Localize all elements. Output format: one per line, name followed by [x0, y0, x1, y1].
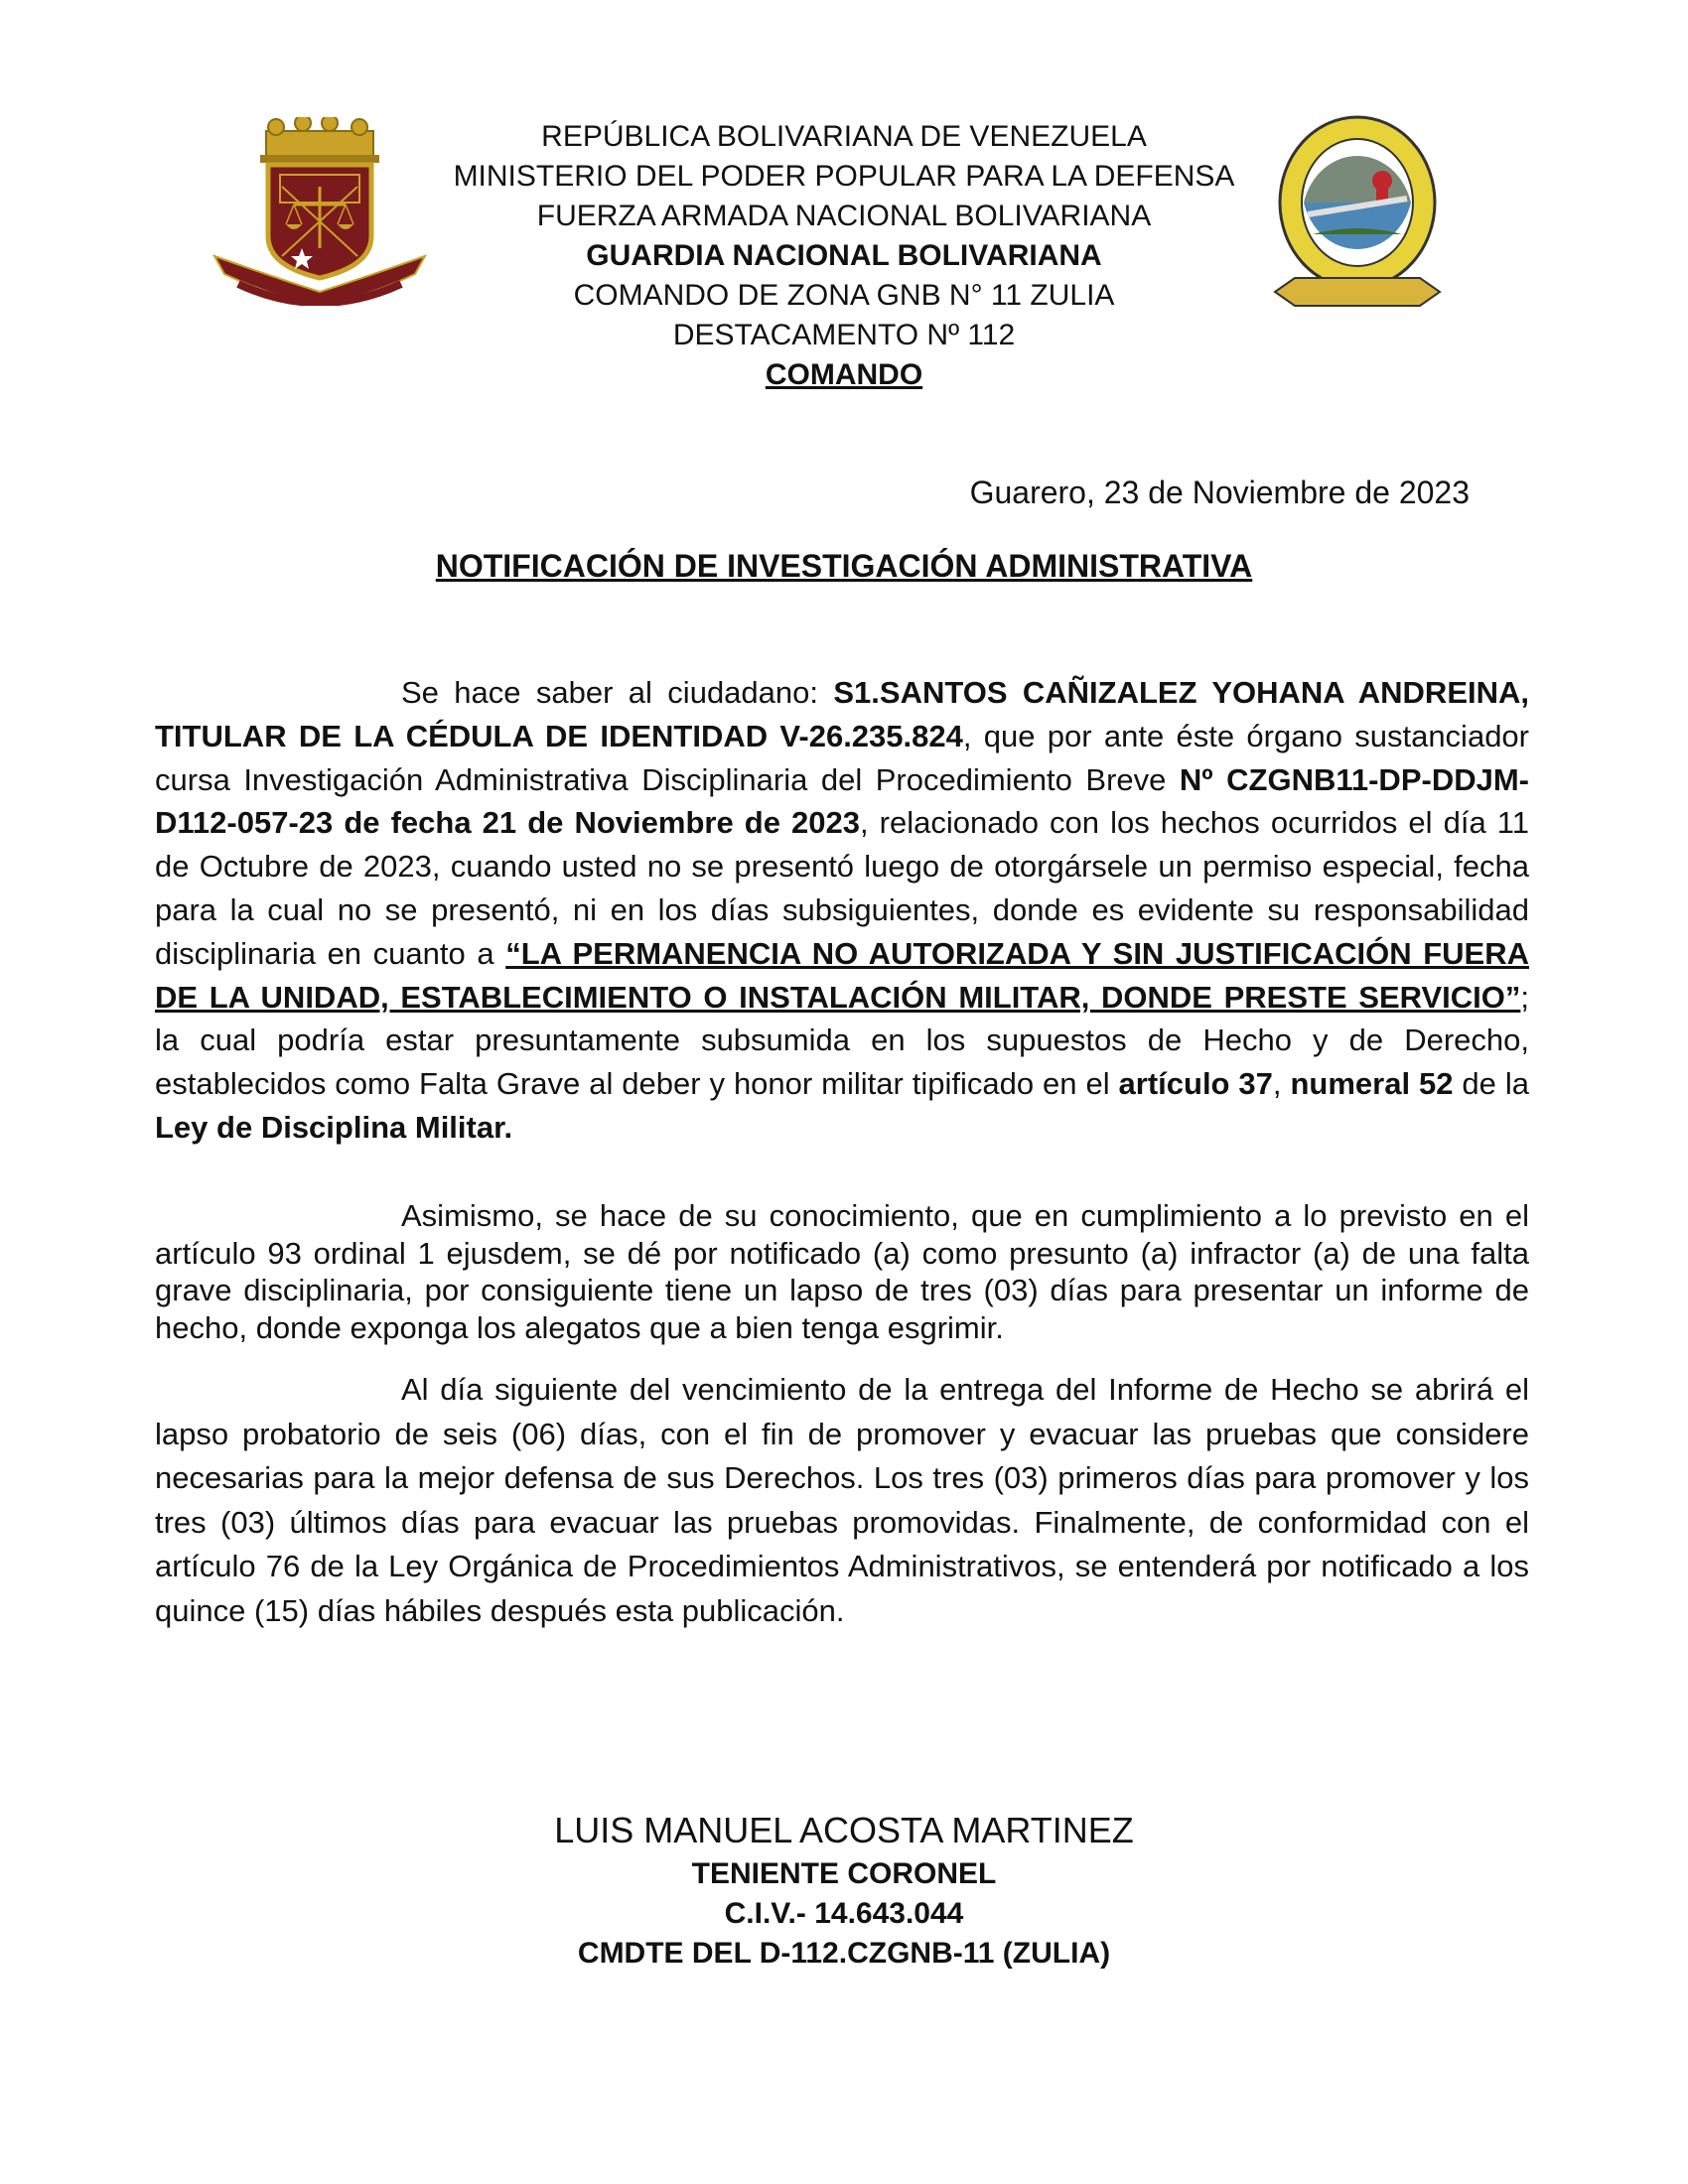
- guardia-nacional-coat-of-arms-icon: [211, 117, 429, 306]
- paragraph1-text-7: ; la cual podría estar presuntamente subsumida en los supuestos de Hecho y de Derecho, establecidos como Falta Grave al deber y honor militar tipificado en el: [155, 979, 1529, 1102]
- paragraph1-text-3: , que por ante éste órgano sustanciador cursa Investigación Administrativa Disciplinaria del Procedimiento Breve: [155, 718, 1529, 797]
- paragraph1-text-5: , relacionado con los hechos ocurridos el día 11 de Octubre de 2023, cuando usted no se presentó luego de otorgársele un permiso especial, fecha para la cual no se presentó, ni en los días subsiguientes, donde es evidente su responsabilidad disciplinaria en cuanto a: [155, 805, 1529, 971]
- header-republic: REPÚBLICA BOLIVARIANA DE VENEZUELA: [541, 120, 1147, 153]
- paragraph-notification: [155, 671, 1529, 1150]
- comando-de-zona-11-badge-icon: [1273, 111, 1442, 320]
- offense-description: “LA PERMANENCIA NO AUTORIZADA Y SIN JUSTIFICACIÓN FUERA DE LA UNIDAD, ESTABLECIMIENTO O INSTALACIÓN MILITAR, DONDE PRESTE SERVICIO”: [155, 935, 1529, 1015]
- header-ministry: MINISTERIO DEL PODER POPULAR PARA LA DEFENSA: [453, 160, 1235, 193]
- signer-rank: TENIENTE CORONEL: [691, 1857, 997, 1890]
- paragraph1-text-9: ,: [1272, 1066, 1291, 1102]
- header-detachment: DESTACAMENTO Nº 112: [672, 319, 1016, 351]
- paragraph1-text-1: Se hace saber al ciudadano:: [401, 675, 834, 710]
- document-date: Guarero, 23 de Noviembre de 2023: [969, 475, 1470, 510]
- header-zone-command: COMANDO DE ZONA GNB N° 11 ZULIA: [573, 279, 1115, 312]
- procedure-number: Nº CZGNB11-DP-DDJM-D112-057-23 de fecha 21 de Noviembre de 2023: [155, 761, 1529, 841]
- signature-block: [0, 1807, 1688, 1974]
- citizen-identity: S1.SANTOS CAÑIZALEZ YOHANA ANDREINA, TITULAR DE LA CÉDULA DE IDENTIDAD V-26.235.824: [155, 675, 1529, 753]
- numeral-reference: numeral 52: [1290, 1066, 1454, 1102]
- header-armed-forces: FUERZA ARMADA NACIONAL BOLIVARIANA: [536, 200, 1152, 232]
- paragraph3-text: Al día siguiente del vencimiento de la entrega del Informe de Hecho se abrirá el lapso probatorio de seis (06) días, con el fin de promover y evacuar las pruebas que considere necesarias para la mejor defensa de sus Derechos. Los tres (03) primeros días para promover y los tres (03) últimos días para evacuar las pruebas promovidas. Finalmente, de conformidad con el artículo 76 de la Ley Orgánica de Procedimientos Administrativos, se entenderá por notificado a los quince (15) días hábiles después esta publicación.: [155, 1372, 1529, 1628]
- letterhead: [397, 117, 1291, 395]
- signer-position: CMDTE DEL D-112.CZGNB-11 (ZULIA): [577, 1937, 1111, 1970]
- paragraph1-text-11: de la: [1453, 1066, 1529, 1102]
- paragraph-evidence-period: [155, 1368, 1529, 1633]
- document-title: NOTIFICACIÓN DE INVESTIGACIÓN ADMINISTRATIVA: [435, 548, 1253, 584]
- header-guardia-nacional: GUARDIA NACIONAL BOLIVARIANA: [586, 239, 1102, 272]
- article-reference: artículo 37: [1118, 1066, 1273, 1102]
- signer-name: LUIS MANUEL ACOSTA MARTINEZ: [554, 1810, 1134, 1850]
- paragraph-deadline: [155, 1197, 1529, 1346]
- paragraph2-text: Asimismo, se hace de su conocimiento, que en cumplimiento a lo previsto en el artículo 93 ordinal 1 ejusdem, se dé por notificado (a) como presunto (a) infractor (a) de una falta grave disciplinaria, por consiguiente tiene un lapso de tres (03) días para presentar un informe de hecho, donde exponga los alegatos que a bien tenga esgrimir.: [155, 1198, 1529, 1345]
- signer-id: C.I.V.- 14.643.044: [724, 1897, 964, 1930]
- law-reference: Ley de Disciplina Militar.: [155, 1109, 513, 1145]
- header-command: COMANDO: [765, 358, 923, 391]
